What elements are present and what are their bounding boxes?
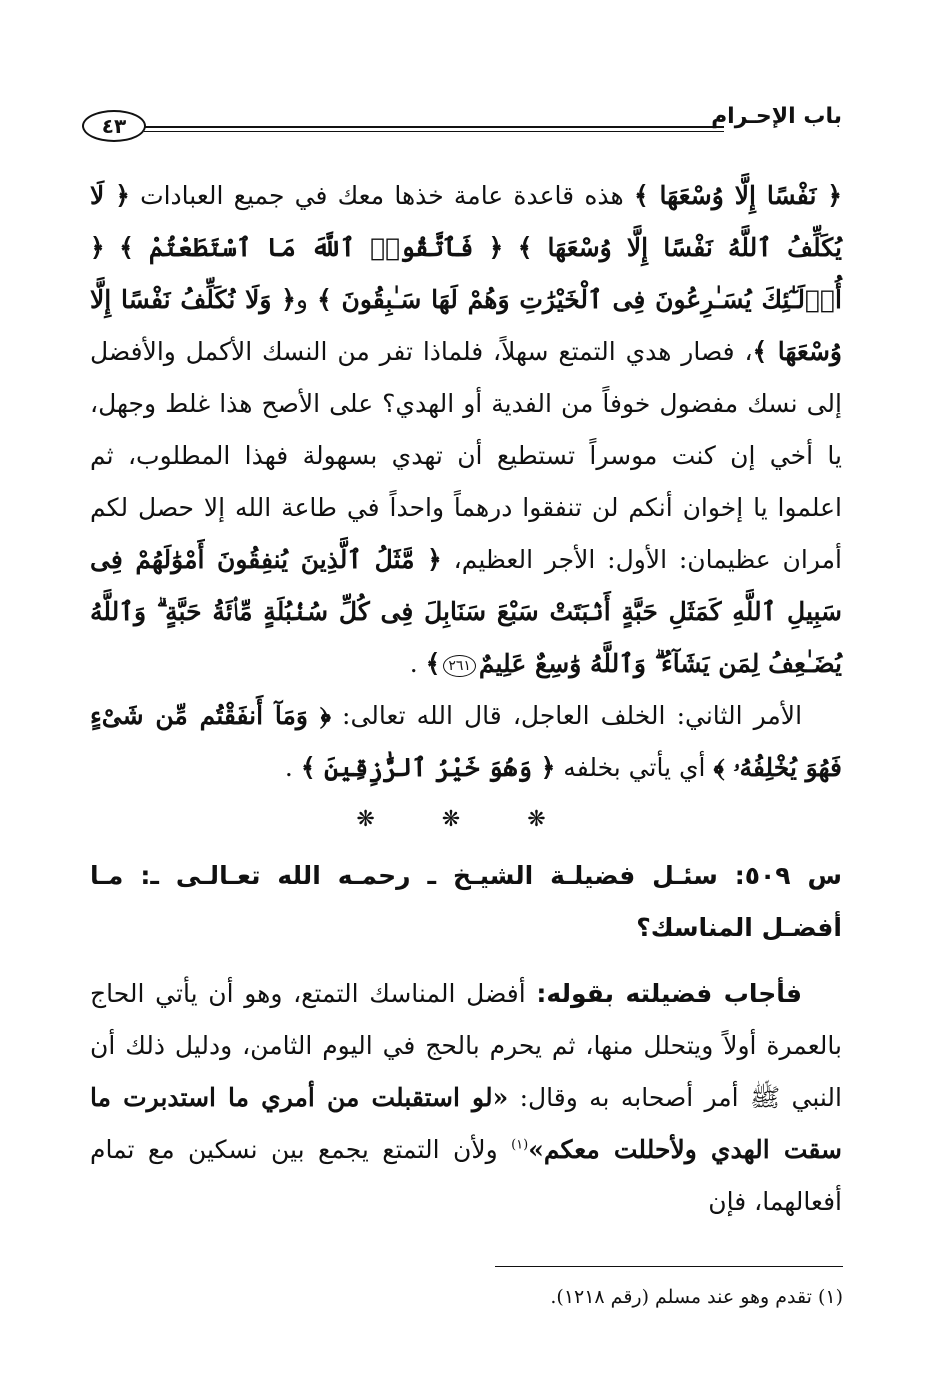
header-rule-thin [144, 131, 724, 132]
quran-verse: ﴿ وَمَآ أَنفَقْتُم مِّن شَىْءٍ فَهُوَ يُخْلِفُهُۥ ﴾ [90, 701, 842, 782]
body-text-span [105, 233, 119, 262]
footnote-divider [495, 1266, 843, 1267]
body-text-span [503, 233, 517, 262]
body-text-span: ، فصار هدي التمتع سهلاً، فلماذا تفر من النسك الأكمل والأفضل إلى نسك مفضول خوفاً من الفدية أو الهدي؟ على الأصح هذا غلط وجهل، يا أخي إن كنت موسراً تستطيع أن تهدي بسهولة فهذا المطلوب، ثم اعلموا يا إخوان أنكم لن تنفقوا درهماً واحداً في طاعة الله إلا حصل لكم أمران عظيمان: الأول: الأجر العظيم، [90, 337, 842, 574]
quran-verse: ﴿ فَٱتَّقُوا۟ ٱللَّهَ مَا ٱسْتَطَعْتُمْ ﴾ [119, 233, 504, 262]
quran-verse: ﴿ وَهُوَ خَيْرُ ٱلرَّٰزِقِينَ ﴾ [300, 753, 556, 782]
body-text-span: أفضل المناسك التمتع، وهو أن يأتي الحاج بالعمرة أولاً ويتحلل منها، ثم يحرم بالحج في اليوم الثامن، ودليل ذلك أن النبي ﷺ أمر أصحابه به وقال: [90, 979, 842, 1112]
quran-verse: ﴿ نَفْسًا إِلَّا وُسْعَهَا ﴾ [633, 181, 842, 210]
footnote-reference: (١) [511, 1137, 529, 1153]
body-text-span: هذه قاعدة عامة خذها معك في جميع العبادات [129, 181, 634, 210]
quran-verse: ﴿ مَّثَلُ ٱلَّذِينَ يُنفِقُونَ أَمْوَٰلَهُمْ فِى سَبِيلِ ٱللَّهِ كَمَثَلِ حَبَّةٍ أَنۢبَتَتْ سَبْعَ سَنَابِلَ فِى كُلِّ سُنۢبُلَةٍ مِّا۟ئَةُ حَبَّةٍ ۗ وَٱللَّهُ يُضَـٰعِفُ لِمَن يَشَآءُ ۗ وَٱللَّهُ وَٰسِعٌ عَلِيمٌ [90, 545, 842, 678]
hadith-quote: «لو استقبلت من أمري ما استدبرت ما سقت الهدي ولأحللت معكم» [90, 1083, 842, 1164]
ayah-number-mark: ٢٦١ [443, 655, 476, 677]
answer-lead: فأجاب فضيلته بقوله: [536, 979, 802, 1008]
section-separator: ❋ ❋ ❋ [356, 807, 576, 832]
running-head: باب الإحـرام [711, 104, 842, 129]
header-rule-thick [144, 126, 724, 128]
quran-verse: ﴿ أُو۟لَـٰٓئِكَ يُسَـٰرِعُونَ فِى ٱلْخَيْرَٰتِ وَهُمْ لَهَا سَـٰبِقُونَ ﴾ [90, 233, 842, 314]
body-text-span: . [409, 649, 426, 678]
main-text [90, 170, 842, 1228]
quran-verse: ﴿ لَا يُكَلِّفُ ٱللَّهُ نَفْسًا إِلَّا وُسْعَهَا ﴾ [90, 181, 843, 262]
paragraph-intro [90, 170, 842, 690]
page-header [82, 100, 842, 160]
quran-verse: ﴿ وَلَا نُكَلِّفُ نَفْسًا إِلَّا وُسْعَهَا ﴾ [90, 285, 842, 366]
body-text-span: و [295, 285, 318, 314]
body-text-span: . [284, 753, 301, 782]
paragraph-answer [90, 968, 842, 1228]
footnote: (١) تقدم وهو عند مسلم (رقم ١٢١٨). [550, 1286, 843, 1308]
paragraph-second-matter [90, 690, 842, 794]
quran-verse-end: ﴾ [425, 649, 441, 678]
body-text-span: أي يأتي بخلفه [555, 753, 714, 782]
body-text-span: الأمر الثاني: الخلف العاجل، قال الله تعالى: [330, 701, 803, 730]
page-number: ٤٣ [82, 110, 146, 142]
body-text-span: ولأن التمتع يجمع بين نسكين مع تمام أفعالهما، فإن [90, 1135, 842, 1216]
question-heading: س ٥٠٩: سئـل فضيلـة الشيـخ ـ رحمـه الله تعـالـى ـ: مـا أفضـل المناسك؟ [90, 861, 843, 942]
